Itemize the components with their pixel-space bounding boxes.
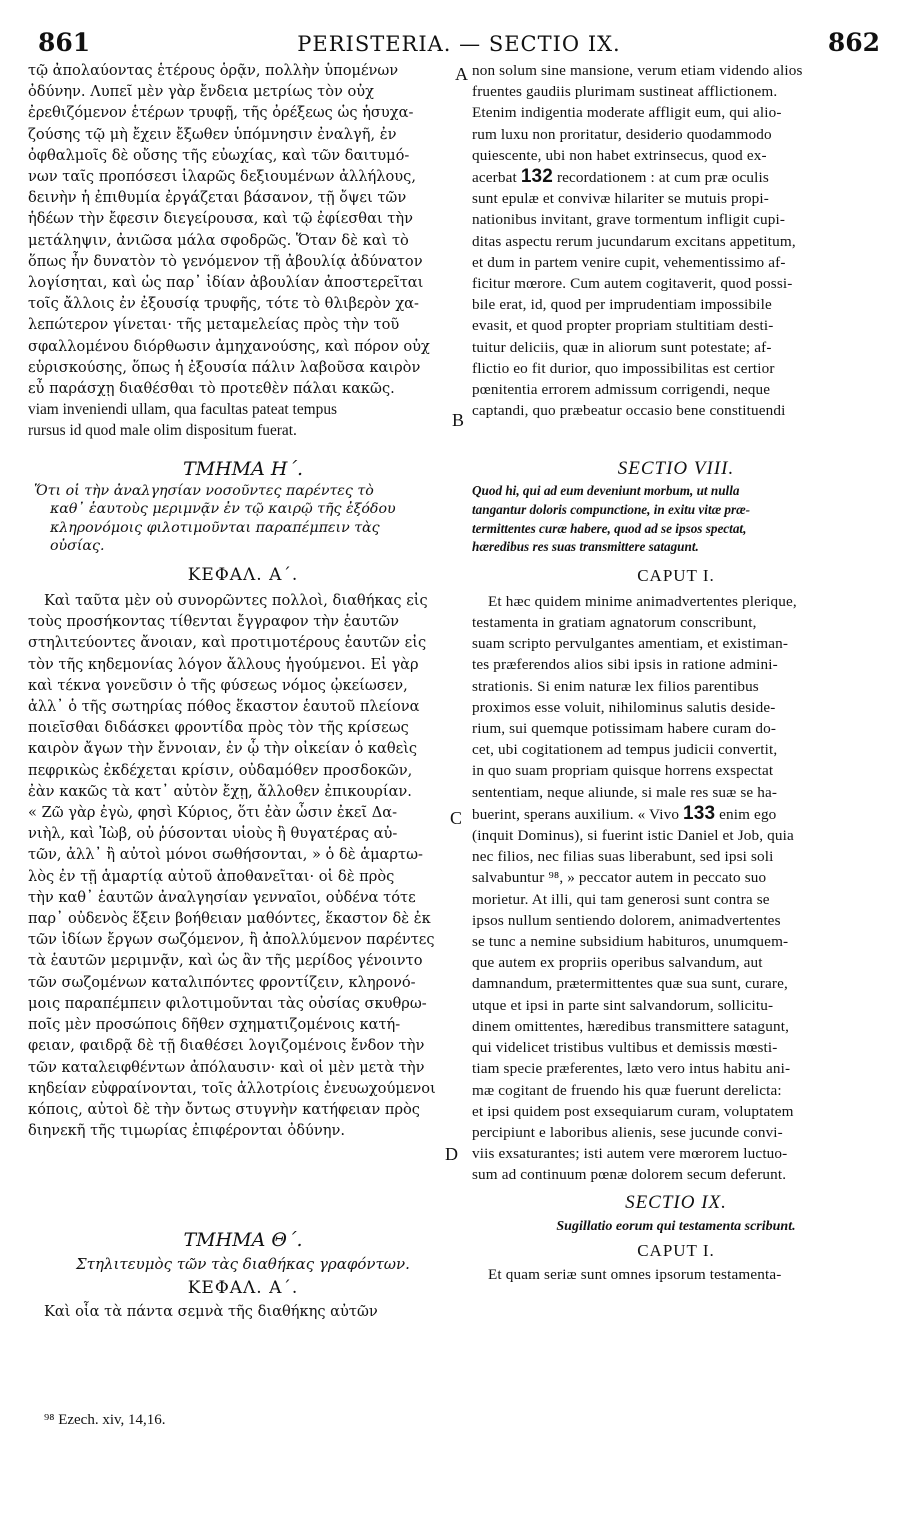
page-number-left: 861 (38, 28, 91, 57)
latin-line: quiescente, ubi non habet extrinsecus, quod ex- (472, 146, 767, 164)
page-header (38, 28, 880, 64)
latin-line: nec filios, nec filias suas liberabunt, sed ipsi soli (472, 848, 774, 866)
greek-section-9-heading: ΤΜΗΜΑ Θ´. (183, 1229, 303, 1252)
latin-line: bile erat, id, quod per imprudentiam impossibile (472, 296, 772, 314)
latin-line-segment: recordationem : at cum præ oculis (553, 169, 769, 187)
greek-line: ἀλλ᾽ ὁ τῆς σωτηρίας πόθος ἕκαστον ἑαυτοῦ πλείονα (28, 698, 420, 716)
greek-section-9-summary: Στηλιτευμὸς τῶν τὰς διαθήκας γραφόντων. (76, 1255, 410, 1274)
latin-line: sum ad continuum pœnæ dolorem secum deferunt. (472, 1166, 787, 1184)
latin-section-9-summary: Sugillatio eorum qui testamenta scribunt. (556, 1218, 796, 1234)
greek-line: τὴν καθ᾽ ἑαυτῶν ἀναλγησίαν γενναῖοι, οὐδένα τότε (28, 888, 416, 906)
column-number-133: 133 (683, 802, 716, 824)
latin-line: captandi, quo præbeatur occasio bene constituendi (472, 402, 786, 420)
latin-line: fruentes gaudiis plurimam sustineat afflictionem. (472, 83, 778, 101)
greek-line: καιρὸν ἄγων τὴν ἔννοιαν, ἐν ᾧ τὴν οἰκείαν ὁ καθεὶς (28, 740, 418, 758)
latin-line: et ipsi quidem post exsequiarum curam, voluptatem (472, 1102, 794, 1120)
column-number-132: 132 (520, 166, 553, 188)
latin-line: tuitur deliciis, quæ in aliorum sunt potestate; af- (472, 338, 772, 356)
greek-line: διηνεκῆ τῆς τιμωρίας ἐπιφέρονται ὀδύνην. (28, 1122, 345, 1140)
greek-line: σφαλλομένου διόρθωσιν ἀμηχανούσης, καὶ πόρον οὐχ (28, 337, 430, 355)
greek-line: τῶν ἰδίων ἔργων σωζόμενον, ἢ ἀπολλύμενον παρέντες (28, 931, 435, 949)
margin-letter-b: B (452, 410, 465, 430)
latin-line: ficitur mœrore. Cum autem cogitaverit, quod possi- (472, 275, 793, 293)
greek-line: ὅπως ἦν δυνατὸν τὸ γενόμενον τῇ ἀβουλίᾳ ἀδύνατον (28, 252, 423, 270)
latin-line: morietur. At illi, qui tam generosi sunt contra se (472, 890, 770, 908)
latin-column (472, 60, 880, 1285)
greek-section-8-caput: ΚΕΦΑΛ. Α´. (187, 565, 299, 586)
latin-line: (inquit Dominus), si fuerint istic Daniel et Job, quia (472, 827, 794, 845)
greek-line: πεφρικὼς ἐκδέχεται κρίσιν, οὐδαμόθεν προσδοκῶν, (28, 761, 413, 779)
latin-section-8-caput: CAPUT I. (637, 565, 715, 585)
latin-line-segment: enim ego (715, 805, 777, 823)
latin-line: suam scripto pervulgantes amentiam, et existiman- (472, 635, 789, 653)
greek-line: μοις παραπέμπειν φιλοτιμοῦνται τὰς οὐσίας σκυθρω- (28, 994, 427, 1012)
latin-line: Et quam seriæ sunt omnes ipsorum testamenta- (488, 1265, 782, 1283)
latin-text-top (472, 60, 880, 421)
latin-section-8-heading: SECTIO VIII. (617, 458, 735, 480)
summary-line: οὐσίας. (50, 538, 105, 555)
latin-line: viis exsaturantes; isti autem vere mœrorem luctuo- (472, 1145, 788, 1163)
latin-line: rium, sui quemque potissimam habere curam do- (472, 720, 777, 738)
latin-line: Etenim indigentia moderate affligit eum, qui alio- (472, 104, 782, 122)
latin-line: dinem omittentes, hæredibus transmittere satagunt, (472, 1017, 790, 1035)
latin-line: qui videlicet tristibus vultibus et demissis mœsti- (472, 1039, 778, 1057)
latin-line: se tunc a nemine subsidium habituros, unumquem- (472, 933, 789, 951)
latin-line: salvabuntur ⁹⁸, » peccator autem in peccato suo (472, 869, 767, 887)
greek-line: Καὶ οἷα τὰ πάντα σεμνὰ τῆς διαθήκης αὐτῶν (44, 1303, 378, 1321)
latin-line: percipiunt e laboribus alienis, sese jucunde convi- (472, 1123, 783, 1141)
greek-line: κηδείαν εὐφραίνονται, τοῖς ἀλλοτρίοις ἐνευωχούμενοι (28, 1079, 436, 1097)
greek-line: εὖ παράσχῃ διαθέσθαι τὸ προτεθὲν πάλαι κακῶς. (28, 380, 395, 398)
greek-line: ἡδέων τὴν ἔφεσιν διεγείρουσα, καὶ τῷ ἐφίεσθαι τὴν (28, 210, 413, 228)
greek-line: τὰ ἑαυτῶν μεριμνᾷν, καὶ ὡς ἂν τῆς μερίδος γένοιντο (28, 952, 423, 970)
latin-line-segment: acerbat (472, 169, 521, 187)
greek-line: ζούσης τῷ μὴ ἔχειν ἔξωθεν ὑπόμνησιν ἐναλγῆ, ἐν (28, 125, 397, 143)
greek-line: καὶ τέκνα γονεῦσιν ὁ τῆς φύσεως νόμος ᾠκείωσεν, (28, 676, 408, 694)
greek-line: λὸς ἐν τῇ ἁμαρτίᾳ αὐτοῦ ἀποθανεῖται· οἱ δὲ πρὸς (28, 867, 395, 885)
greek-line: νων ταῖς προπόσεσι ἱλαρῶς δεξιουμένων ἀλλήλους, (28, 168, 416, 186)
page-number-right: 862 (827, 28, 880, 57)
latin-line: mæ cogitant de fruendo his quæ fuerunt derelicta: (472, 1081, 782, 1099)
greek-line: τῶν καταλειφθέντων ἀπόλαυσιν· καὶ οἱ μὲν μετὰ τὴν (28, 1058, 425, 1076)
latin-section-8-summary (472, 482, 880, 556)
greek-line: εὑρισκούσης, ὅπως ἡ ἐξουσία πάλιν λαβοῦσα καιρὸν (28, 358, 421, 376)
latin-line-with-column-number (472, 803, 880, 825)
greek-line: ἐρεθιζόμενον ἑτέρων τρυφῇ, τῆς ὀρέξεως ὡς ἡσυχα- (28, 104, 414, 122)
latin-line: proximos esse voluit, nihilominus salutis deside- (472, 698, 776, 716)
summary-line: hæredibus res suas transmittere satagunt. (472, 539, 699, 555)
latin-section-9-heading: SECTIO IX. (625, 1191, 727, 1213)
latin-overflow-line: viam inveniendi ullam, qua facultas pateat tempus (28, 401, 338, 419)
latin-line: que autem ex propriis operibus salvandum, aut (472, 954, 763, 972)
summary-line: κληρονόμοις φιλοτιμοῦνται παραπέμπειν τὰς (50, 519, 380, 536)
summary-line: Ὅτι οἱ τὴν ἀναλγησίαν νοσοῦντες παρέντες τὸ (34, 482, 374, 499)
greek-section-8-heading: ΤΜΗΜΑ Η´. (182, 457, 304, 480)
greek-line: τῶν σωζομένων καταλιπόντες φροντίζειν, κληρονό- (28, 973, 416, 991)
latin-line: Et hæc quidem minime animadvertentes plerique, (488, 592, 797, 610)
latin-line: flictio eo fit durior, quo impossibilitas est certior (472, 359, 775, 377)
latin-line: testamenta in gratiam agnatorum conscribunt, (472, 614, 757, 632)
latin-line: sententiam, neque aliunde, si male res suæ se ha- (472, 783, 778, 801)
latin-line-with-column-number (472, 166, 880, 188)
summary-line: tangantur doloris compunctione, in exitu vitæ præ- (472, 502, 751, 518)
latin-line: pœnitentia errorem admissum corrigendi, neque (472, 381, 771, 399)
greek-section-9-caput: ΚΕΦΑΛ. Α´. (187, 1278, 299, 1299)
greek-line: Καὶ ταῦτα μὲν οὐ συνορῶντες πολλοὶ, διαθήκας εἰς (44, 592, 428, 610)
latin-section-8-text (472, 591, 880, 1186)
greek-line: φειαν, φαιδρᾷ δὲ τῇ διαθέσει λογιζομένοις ἔνδον τὴν (28, 1037, 425, 1055)
greek-line: λεπώτερον γίνεται· τῆς μεταμελείας πρὸς τὴν τοῦ (28, 316, 400, 334)
latin-line: non solum sine mansione, verum etiam videndo alios (472, 62, 803, 79)
margin-letter-d: D (445, 1144, 458, 1164)
latin-line: tes præferendos alios sibi ipsis in ratione admini- (472, 656, 778, 674)
greek-line: μετάληψιν, ἀνιῶσα μάλα σφοδρῶς. Ὅταν δὲ καὶ τὸ (28, 231, 409, 249)
greek-line: « Ζῶ γὰρ ἐγὼ, φησὶ Κύριος, ὅτι ἐὰν ὦσιν ἐκεῖ Δα- (28, 804, 398, 822)
margin-letter-c: C (450, 808, 463, 828)
latin-line: rum luxu non proritatur, desiderio quodammodo (472, 125, 772, 143)
greek-line: ἐὰν κακῶς τὰ κατ᾽ αὐτὸν ἔχῃ, ἄλλοθεν ἐπικουρίαν. (28, 782, 412, 800)
latin-line-segment: buerint, sperans auxilium. « Vivo (472, 805, 684, 823)
greek-section-8-summary (28, 482, 458, 556)
greek-line: νιὴλ, καὶ Ἰὼβ, οὐ ῥύσονται υἱοὺς ἢ θυγατέρας αὐ- (28, 825, 398, 843)
greek-text-top (28, 60, 458, 442)
greek-line: ποῖς μὲν προσώποις δῆθεν σχηματιζομένοις κατή- (28, 1016, 401, 1034)
greek-line: λογίσηται, καὶ ὡς παρ᾽ ἰδίαν ἀβουλίαν ἀποστερεῖται (28, 274, 424, 292)
latin-section-9-caput: CAPUT I. (637, 1240, 715, 1260)
summary-line: Quod hi, qui ad eum deveniunt morbum, ut nulla (472, 483, 740, 499)
greek-section-8-text (28, 590, 458, 1141)
latin-line: in quo suam propriam quisque horrens exspectat (472, 762, 774, 780)
greek-line: κόποις, αὐτοὶ δὲ τὴν ὄντως στυγνὴν κατήφειαν πρὸς (28, 1100, 420, 1118)
latin-line: utque et ipsi in parte sint salvandorum, sollicitu- (472, 996, 774, 1014)
summary-line: termittentes curæ habere, quod ad se ipsos spectat, (472, 520, 747, 536)
footnote: ⁹⁸ Ezech. xiv, 14,16. (44, 1412, 166, 1428)
greek-line: τοὺς προσήκοντας τίθενται ἔγγραφον τὴν ἑαυτῶν (28, 613, 399, 631)
latin-line: sunt epulæ et convivæ hilariter se mutuis propi- (472, 190, 769, 208)
latin-overflow-line: rursus id quod male olim dispositum fuerat. (28, 422, 297, 440)
greek-line: ὀφθαλμοῖς δὲ οὔσης τῆς εὐωχίας, καὶ τῶν δαιτυμό- (28, 146, 410, 164)
margin-letter-a: A (455, 64, 468, 84)
greek-line: τῷ ἀπολαύοντας ἑτέρους ὁρᾷν, πολλὴν ὑπομένων (28, 62, 399, 79)
latin-line: cet, ubi cogitationem ad tempus judicii convertit, (472, 741, 778, 759)
greek-line: ὀδύνην. Λυπεῖ μὲν γὰρ ἔνδεια μετρίως τὸν οὐχ (28, 83, 375, 101)
latin-line: evasit, et quod propter propriam stultitiam desti- (472, 317, 774, 335)
greek-line: τοῖς ἄλλοις ἐν ἐξουσίᾳ τρυφῆς, τότε τὸ θλιβερὸν χα- (28, 295, 419, 313)
latin-line: ditas aspectu rerum jucundarum excitans appetitum, (472, 232, 796, 250)
latin-line: strationis. Si enim naturæ lex filios parentibus (472, 677, 759, 695)
running-title: PERISTERIA. — SECTIO IX. (297, 32, 621, 56)
greek-line: τῶν, ἀλλ᾽ ἢ αὐτοὶ μόνοι σωθήσονται, » ὁ δὲ ἁμαρτω- (28, 846, 423, 864)
latin-line: tiam specie præferentes, læto vero intus habitu ani- (472, 1060, 791, 1078)
greek-line: στηλιτεύοντες ἄνοιαν, καὶ προτιμοτέρους ἑαυτῶν εἰς (28, 634, 427, 652)
latin-line: ipsos nullum sentiendo dolorem, animadvertentes (472, 911, 781, 929)
greek-line: παρ᾽ οὐδενὸς ἕξειν βοήθειαν μαθόντες, ἕκαστον δὲ ἐκ (28, 910, 431, 928)
latin-line: et dum in partem venire cupit, vehementissimo af- (472, 253, 786, 271)
greek-line: δεινὴν ἡ ἐπιθυμία ἐργάζεται βάσανον, τῇ ὄψει τῶν (28, 189, 407, 207)
greek-line: τὸν τῆς κηδεμονίας λόγον ἄλλους ἡγούμενοι. Εἰ γὰρ (28, 655, 419, 673)
greek-line: ποιεῖσθαι διδάσκει φροντίδα πρὸς τὸν τῆς κρίσεως (28, 719, 409, 737)
summary-line: καθ᾽ ἑαυτοὺς μεριμνᾷν ἐν τῷ καιρῷ τῆς ἐξόδου (50, 501, 396, 518)
latin-line: nationibus invitant, grave tormentum infligit cupi- (472, 211, 786, 229)
latin-line: damnandum, prætermittentes quæ sua sunt, curare, (472, 975, 788, 993)
greek-column (28, 60, 458, 1323)
